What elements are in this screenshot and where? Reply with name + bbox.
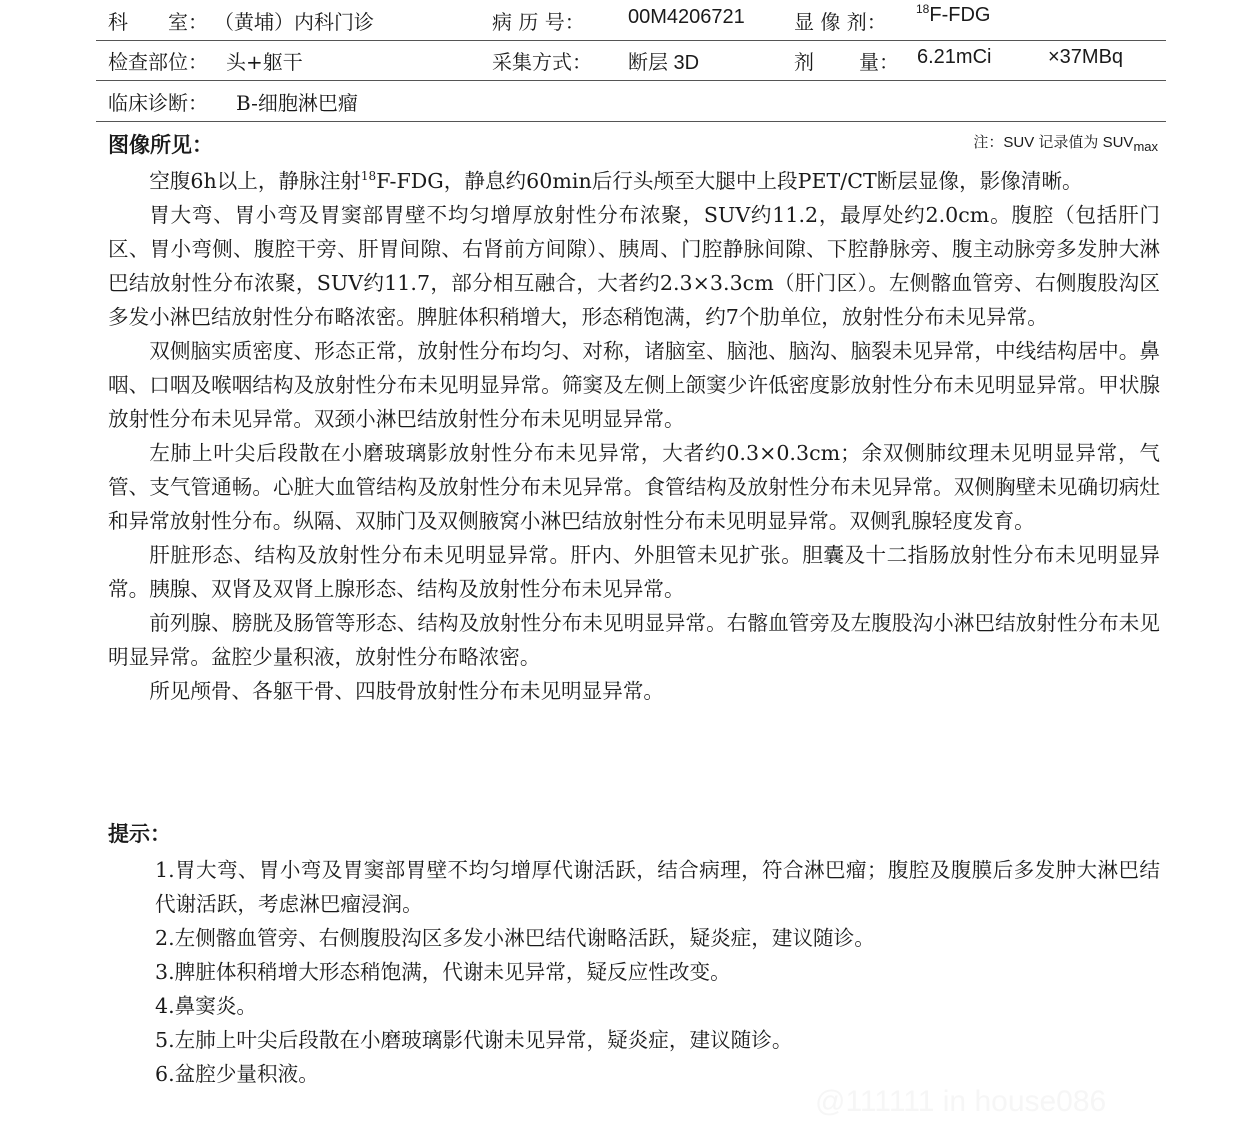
findings-p1-b: F-FDG，静息约60min后行头颅至大腿中上段PET/CT断层显像，影像清晰。 [376, 169, 1083, 193]
findings-p1-a: 空腹6h以上，静脉注射 [149, 169, 361, 193]
header-row-department [96, 0, 1166, 41]
findings-paragraph [108, 164, 1160, 198]
findings-paragraph: 左肺上叶尖后段散在小磨玻璃影放射性分布未见异常，大者约0.3×0.3cm；余双侧肺纹理未见明显异常，气管、支气管通畅。心脏大血管结构及放射性分布未见异常。食管结构及放射性分布未见异常。双侧胸壁未见确切病灶和异常放射性分布。纵隔、双肺门及双侧腋窝小淋巴结放射性分布未见明显异常。双侧乳腺轻度发育。 [108, 441, 1160, 533]
hint-item: 5.左肺上叶尖后段散在小磨玻璃影代谢未见异常，疑炎症，建议随诊。 [155, 1028, 793, 1052]
record-no-value: 00M4206721 [628, 6, 745, 28]
exam-site-value: 头+躯干 [226, 50, 303, 74]
hint-item: 6.盆腔少量积液。 [155, 1062, 319, 1086]
diagnosis-label: 临床诊断： [108, 91, 208, 115]
findings-p1-sup: 18 [360, 169, 377, 183]
findings-paragraph: 双侧脑实质密度、形态正常，放射性分布均匀、对称，诸脑室、脑池、脑沟、脑裂未见异常，中线结构居中。鼻咽、口咽及喉咽结构及放射性分布未见明显异常。筛窦及左侧上颌窦少许低密度影放射性分布未见明显异常。甲状腺放射性分布未见异常。双颈小淋巴结放射性分布未见明显异常。 [108, 339, 1160, 431]
dose-label-part2: 量： [859, 50, 899, 74]
hint-item: 3.脾脏体积稍增大形态稍饱满，代谢未见异常，疑反应性改变。 [155, 960, 731, 984]
dose-mbq: ×37MBq [1048, 46, 1124, 68]
hint-item: 4.鼻窦炎。 [155, 994, 258, 1018]
exam-site-label: 检查部位： [108, 50, 208, 74]
tracer-value [916, 4, 990, 27]
hints-title: 提示： [108, 822, 171, 846]
findings-body [108, 164, 1160, 708]
tracer-label: 显 像 剂： [794, 10, 887, 34]
hint-item: 2.左侧髂血管旁、右侧腹股沟区多发小淋巴结代谢略活跃，疑炎症，建议随诊。 [155, 926, 875, 950]
findings-paragraph: 肝脏形态、结构及放射性分布未见明显异常。肝内、外胆管未见扩张。胆囊及十二指肠放射性分布未见明显异常。胰腺、双肾及双肾上腺形态、结构及放射性分布未见异常。 [108, 543, 1160, 601]
header-row-diagnosis [96, 81, 1166, 122]
tracer-isotope-sup: 18 [916, 2, 930, 16]
watermark: @111111 in house086 [815, 1085, 1107, 1118]
hints-list [155, 853, 1160, 1091]
dose-label-part1: 剂 [794, 50, 814, 74]
suv-note-sub: max [1133, 139, 1158, 154]
dose-value: 6.21mCi [917, 46, 992, 68]
diagnosis-value: B-细胞淋巴瘤 [236, 91, 358, 115]
suv-note [973, 131, 1158, 152]
hint-item: 1.胃大弯、胃小弯及胃窦部胃壁不均匀增厚代谢活跃，结合病理，符合淋巴瘤；腹腔及腹膜后多发肿大淋巴结代谢活跃，考虑淋巴瘤浸润。 [155, 858, 1160, 916]
department-value: （黄埔）内科门诊 [214, 10, 374, 34]
suv-note-text: 注：SUV 记录值为 SUV [973, 134, 1134, 151]
tracer-name: F-FDG [929, 4, 991, 26]
department-label: 科 室： [108, 10, 208, 34]
acquisition-value: 断层 3D [628, 52, 700, 74]
acquisition-label: 采集方式： [492, 50, 592, 74]
findings-paragraph: 胃大弯、胃小弯及胃窦部胃壁不均匀增厚放射性分布浓聚，SUV约11.2，最厚处约2.0cm。腹腔（包括肝门区、胃小弯侧、腹腔干旁、肝胃间隙、右肾前方间隙）、胰周、门腔静脉间隙、下腔静脉旁、腹主动脉旁多发肿大淋巴结放射性分布浓聚，SUV约11.7，部分相互融合，大者约2.3×3.3cm（肝门区）。左侧髂血管旁、右侧腹股沟区多发小淋巴结放射性分布略浓密。脾脏体积稍增大，形态稍饱满，约7个肋单位，放射性分布未见异常。 [108, 203, 1160, 329]
findings-paragraph: 前列腺、膀胱及肠管等形态、结构及放射性分布未见明显异常。右髂血管旁及左腹股沟小淋巴结放射性分布未见明显异常。盆腔少量积液，放射性分布略浓密。 [108, 611, 1160, 669]
record-no-label: 病 历 号： [492, 10, 585, 34]
findings-paragraph: 所见颅骨、各躯干骨、四肢骨放射性分布未见明显异常。 [149, 679, 665, 703]
header-row-exam [96, 40, 1166, 81]
findings-title: 图像所见： [108, 133, 213, 157]
